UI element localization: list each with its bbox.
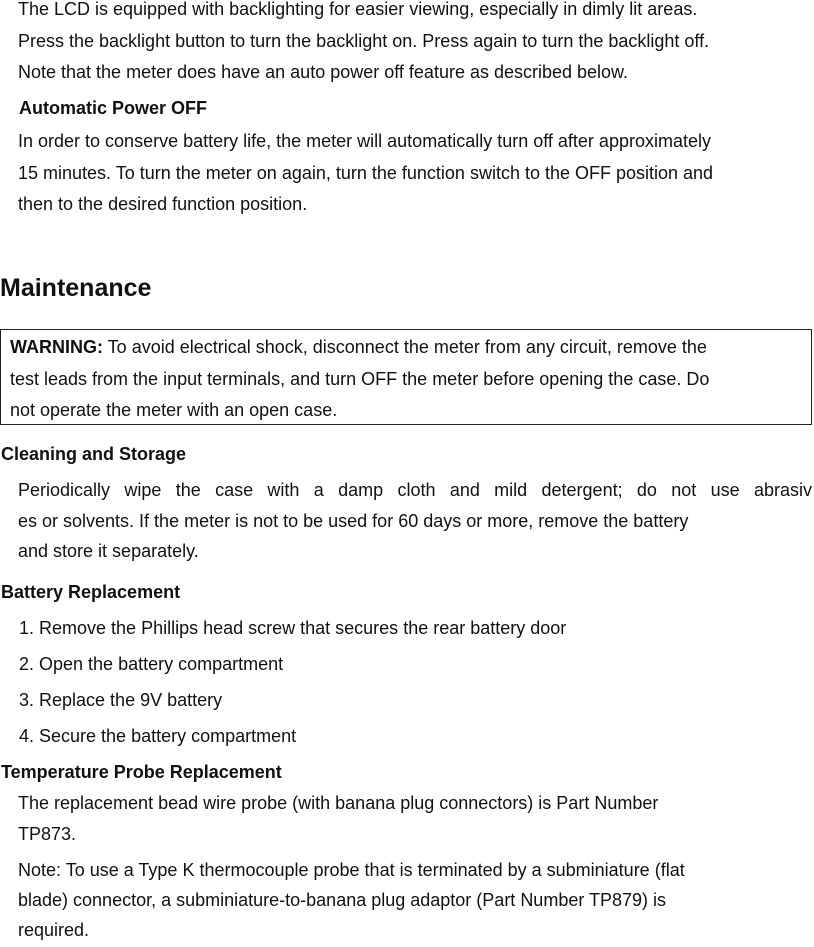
auto-power-off-line-1: In order to conserve battery life, the meter will automatically turn off after approximately (18, 131, 711, 151)
probe-line-1: The replacement bead wire probe (with banana plug connectors) is Part Number (18, 793, 659, 813)
auto-power-off-heading: Automatic Power OFF (19, 98, 208, 118)
cleaning-heading: Cleaning and Storage (1, 444, 187, 464)
probe-note-line-2: blade) connector, a subminiature-to-banana plug adaptor (Part Number TP879) is (18, 890, 667, 910)
cleaning-line-2: es or solvents. If the meter is not to be used for 60 days or more, remove the battery (18, 511, 689, 531)
cleaning-line-1: Periodically wipe the case with a damp cloth and mild detergent; do not use abrasiv (18, 480, 812, 500)
intro-line-1: The LCD is equipped with backlighting for easier viewing, especially in dimly lit areas. (18, 0, 698, 19)
intro-line-2: Press the backlight button to turn the backlight on. Press again to turn the backlight off. (18, 30, 710, 51)
probe-line-2: TP873. (18, 824, 77, 844)
warning-text-1: To avoid electrical shock, disconnect the meter from any circuit, remove the (103, 337, 707, 357)
probe-heading: Temperature Probe Replacement (1, 762, 282, 782)
cleaning-line-3: and store it separately. (18, 541, 199, 561)
battery-step: 2. Open the battery compartment (19, 654, 284, 674)
battery-step: 4. Secure the battery compartment (19, 726, 297, 746)
warning-line-1 (10, 332, 707, 364)
maintenance-heading: Maintenance (0, 274, 152, 302)
intro-line-3: Note that the meter does have an auto power off feature as described below. (18, 62, 629, 82)
probe-note-line-3: required. (18, 920, 90, 940)
warning-line-2: test leads from the input terminals, and turn OFF the meter before opening the case. Do (10, 368, 710, 389)
battery-step: 3. Replace the 9V battery (19, 690, 223, 710)
warning-box (0, 329, 812, 425)
auto-power-off-line-2: 15 minutes. To turn the meter on again, turn the function switch to the OFF position and (18, 162, 714, 183)
battery-step: 1. Remove the Phillips head screw that secures the rear battery door (19, 618, 567, 638)
auto-power-off-line-3: then to the desired function position. (18, 194, 308, 214)
probe-note-line-1: Note: To use a Type K thermocouple probe that is terminated by a subminiature (flat (18, 860, 685, 880)
warning-line-3: not operate the meter with an open case. (10, 400, 338, 420)
warning-label: WARNING: (10, 337, 103, 357)
battery-heading: Battery Replacement (1, 582, 181, 602)
